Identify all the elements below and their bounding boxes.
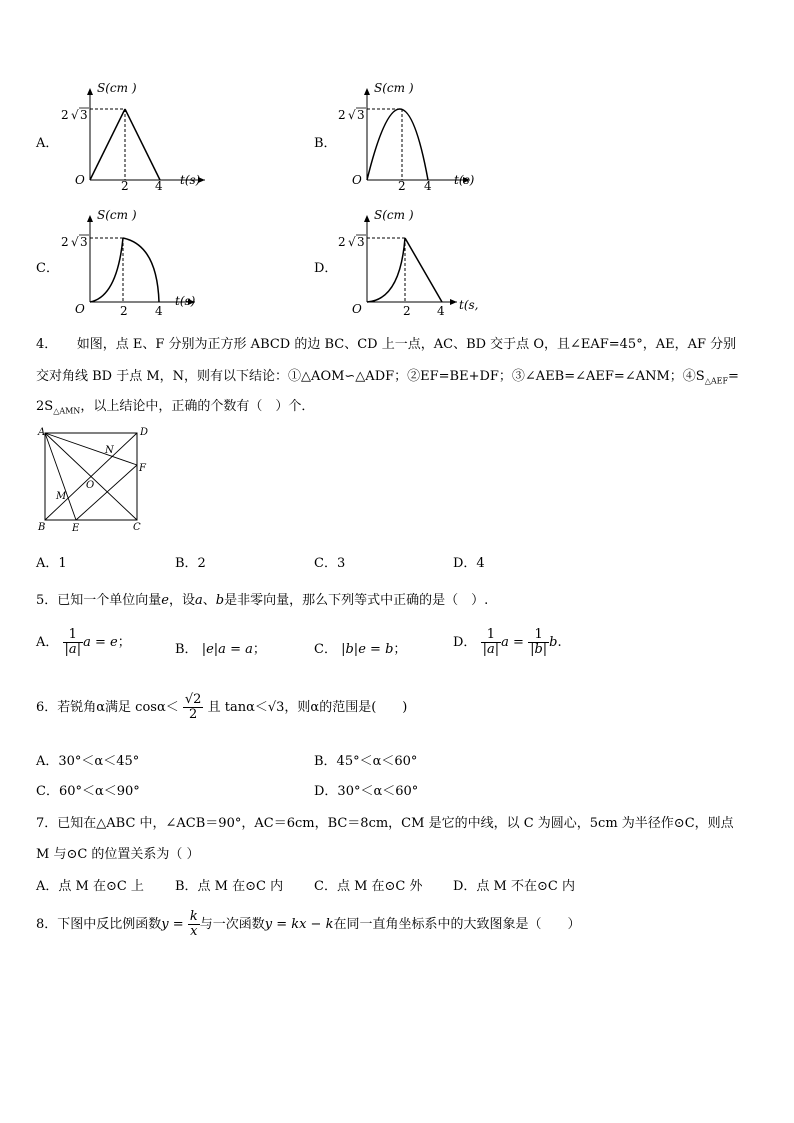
x-axis-label: t(s) (454, 173, 475, 187)
q5-stem: 5．已知一个单位向量e，设a、b是非零向量，那么下列等式中正确的是（ ）. (36, 593, 489, 608)
origin-label: O (75, 302, 85, 316)
y-mark-coef: 2 (61, 235, 69, 249)
q7-option-b: B．点 M 在⊙C 内 (175, 879, 284, 894)
q8-stem: 8．下图中反比例函数y = $\frac{k}{x}$ 与一次函数y = kx − k在同一直角坐标系中的大致图象是（ ） (36, 909, 581, 939)
x-axis-label: t(s) (175, 294, 196, 308)
svg-text:M: M (56, 491, 67, 502)
q4-line3: $2S_{\triangle AMN}$，以上结论中，正确的个数有（ ）个． (36, 399, 315, 416)
q7-option-c: C．点 M 在⊙C 外 (314, 879, 423, 894)
option-label-d: D． (314, 261, 338, 276)
y-axis-label: S(cm ) (97, 81, 137, 95)
q6-option-b: B．45°＜α＜60° (314, 754, 418, 769)
origin-label: O (75, 173, 85, 187)
origin-label: O (352, 302, 362, 316)
q6-option-d: D．30°＜α＜60° (314, 784, 419, 799)
graph-option-d (332, 205, 492, 320)
graph-option-b (332, 78, 492, 193)
q4-option-c: C．3 (314, 556, 346, 571)
q7-line1: 7．已知在△ABC 中，∠ACB＝90°，AC＝6cm，BC＝8cm，CM 是它的中线，以 C 为圆心，5cm 为半径作⊙C，则点 (36, 816, 734, 831)
q4-line2: 交对角线 BD 于点 M，N，则有以下结论：①△AOM∽△ADF；②EF=BE+DF；③∠AEB=∠AEF=∠ANM；$④S_{\triangle AEF}=$ (36, 369, 739, 386)
svg-text:N: N (105, 445, 114, 456)
q4-option-b: B．2 (175, 556, 206, 571)
svg-text:A: A (38, 427, 46, 438)
q5-option-b: B． |e|a = a； (175, 642, 266, 657)
x-tick-2: 2 (398, 179, 406, 193)
svg-text:O: O (86, 480, 95, 491)
x-tick-2: 2 (403, 304, 411, 318)
q7-option-a: A．点 M 在⊙C 上 (36, 879, 144, 894)
y-axis-label: S(cm ) (374, 81, 414, 95)
x-tick-4: 4 (155, 179, 163, 193)
y-mark-coef: 2 (61, 108, 69, 122)
svg-text:E: E (72, 523, 80, 534)
graph-option-c (55, 205, 215, 320)
q6-option-c: C．60°＜α＜90° (36, 784, 140, 799)
x-tick-4: 4 (155, 304, 163, 318)
y-axis-label: S(cm ) (374, 208, 414, 222)
square-figure (36, 422, 156, 537)
sqrt-sign: √ (348, 235, 356, 249)
svg-text:F: F (139, 463, 146, 474)
x-tick-4: 4 (437, 304, 445, 318)
option-label-c: C． (36, 261, 59, 276)
svg-text:D: D (140, 427, 149, 438)
y-mark-rad: 3 (357, 235, 365, 249)
x-axis-label: t(s, (459, 298, 479, 312)
y-axis-label: S(cm ) (97, 208, 137, 222)
origin-label: O (352, 173, 362, 187)
q4-option-a: A．1 (36, 556, 67, 571)
q5-option-c: C． |b|e = b； (314, 642, 407, 657)
y-mark-rad: 3 (80, 235, 88, 249)
svg-text:C: C (133, 522, 141, 533)
q4-line1: 4． 如图，点 E、F 分别为正方形 ABCD 的边 BC、CD 上一点，AC、BD 交于点 O，且∠EAF=45°，AE，AF 分别 (36, 337, 737, 352)
y-mark-rad: 3 (357, 108, 365, 122)
q7-line2: M 与⊙C 的位置关系为（ ） (36, 847, 200, 862)
y-mark-rad: 3 (80, 108, 88, 122)
sqrt-sign: √ (71, 235, 79, 249)
q6-stem: 6．若锐角α满足 cosα＜ $\frac{√2}{2}$ 且 tanα＜√3，则α的范围是( ) (36, 692, 408, 722)
q6-option-a: A．30°＜α＜45° (36, 754, 140, 769)
q4-option-d: D．4 (453, 556, 485, 571)
x-tick-4: 4 (424, 179, 432, 193)
x-axis-label: t(s) (180, 173, 201, 187)
x-tick-2: 2 (121, 179, 129, 193)
y-mark-coef: 2 (338, 235, 346, 249)
svg-text:B: B (38, 522, 46, 533)
y-mark-coef: 2 (338, 108, 346, 122)
graph-option-a (55, 78, 215, 193)
option-label-b: B． (314, 136, 337, 151)
sqrt-sign: √ (71, 108, 79, 122)
q5-option-a: A． $\frac{1}{|a|}$ a = e； (36, 627, 131, 657)
option-label-a: A． (36, 136, 59, 151)
x-tick-2: 2 (120, 304, 128, 318)
q5-option-d: D． $\frac{1}{|a|}$ a = $\frac{1}{|b|}$ b. (453, 627, 562, 657)
sqrt-sign: √ (348, 108, 356, 122)
q7-option-d: D．点 M 不在⊙C 内 (453, 879, 575, 894)
